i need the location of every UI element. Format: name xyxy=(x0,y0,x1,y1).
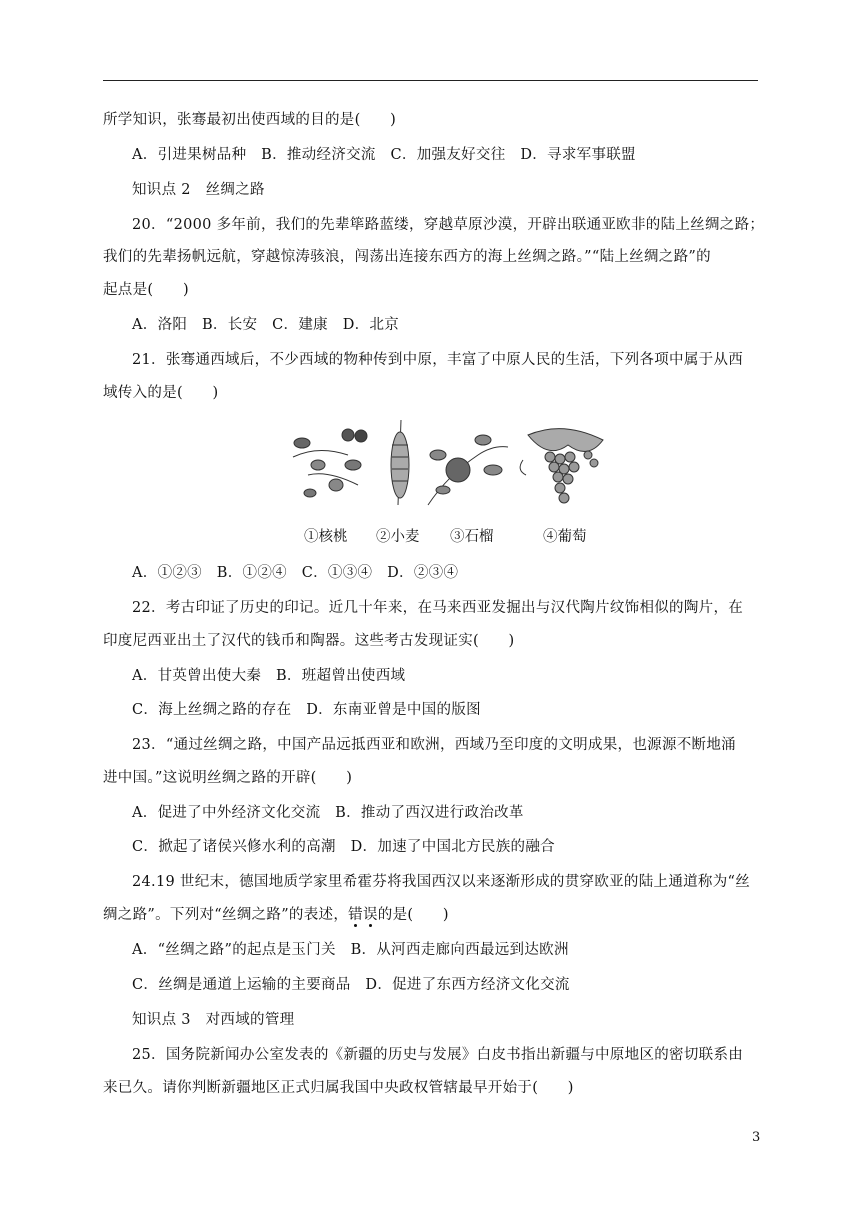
wheat-drawing xyxy=(391,420,409,505)
question-24: 24.19 世纪末，德国地质学家里希霍芬将我国西汉以来逐渐形成的贯穿欧亚的陆上通道称为“丝 xyxy=(132,874,751,890)
q24-text-pre: 绸之路”。下列对“丝绸之路”的表述， xyxy=(103,907,349,923)
grape-drawing xyxy=(520,429,603,503)
caption-grape: ④葡萄 xyxy=(543,529,587,545)
text-line: 所学知识，张骞最初出使西域的目的是( ) xyxy=(103,112,397,128)
options-q22-cd: C．海上丝绸之路的存在 D．东南亚曾是中国的版图 xyxy=(132,702,481,718)
emphasis-char: 误 xyxy=(362,907,378,923)
section-heading-2: 知识点 2 丝绸之路 xyxy=(132,182,265,198)
text-line: 起点是( ) xyxy=(103,282,189,298)
caption-walnut: ①核桃 xyxy=(304,529,348,545)
header-rule xyxy=(103,80,758,81)
options-q23-cd: C．掀起了诸侯兴修水利的高潮 D．加速了中国北方民族的融合 xyxy=(132,839,555,855)
question-22: 22．考古印证了历史的印记。近几十年来，在马来西亚发掘出与汉代陶片纹饰相似的陶片，在 xyxy=(132,600,744,616)
section-heading-3: 知识点 3 对西域的管理 xyxy=(132,1012,295,1028)
options-q22-ab: A．甘英曾出使大秦 B．班超曾出使西域 xyxy=(132,668,406,684)
caption-pomegranate: ③石榴 xyxy=(450,529,494,545)
text-line: 来已久。请你判断新疆地区正式归属我国中央政权管辖最早开始于( ) xyxy=(103,1080,574,1096)
q24-text-post: 的是( ) xyxy=(377,907,449,923)
options-q23-ab: A．促进了中外经济文化交流 B．推动了西汉进行政治改革 xyxy=(132,805,524,821)
walnut-drawing xyxy=(293,429,367,497)
text-line: 域传入的是( ) xyxy=(103,385,219,401)
plant-illustrations xyxy=(288,415,608,510)
pomegranate-drawing xyxy=(428,435,508,505)
text-line: 印度尼西亚出土了汉代的钱币和陶器。这些考古发现证实( ) xyxy=(103,633,515,649)
emphasis-char: 错 xyxy=(348,907,363,923)
options-q24-cd: C．丝绸是通道上运输的主要商品 D．促进了东西方经济文化交流 xyxy=(132,977,570,993)
options-q19: A．引进果树品种 B．推动经济交流 C．加强友好交往 D．寻求军事联盟 xyxy=(132,147,636,163)
text-line: 进中国。”这说明丝绸之路的开辟( ) xyxy=(103,770,353,786)
question-23: 23．“通过丝绸之路，中国产品远抵西亚和欧洲，西域乃至印度的文明成果，也源源不断地涌 xyxy=(132,737,736,753)
question-21: 21．张骞通西域后，不少西域的物种传到中原，丰富了中原人民的生活，下列各项中属于从西 xyxy=(132,352,744,368)
question-20: 20．“2000 多年前，我们的先辈筚路蓝缕，穿越草原沙漠，开辟出联通亚欧非的陆上丝绸之路； xyxy=(132,217,765,233)
question-25: 25．国务院新闻办公室发表的《新疆的历史与发展》白皮书指出新疆与中原地区的密切联系由 xyxy=(132,1047,744,1063)
options-q21: A．①②③ B．①②④ C．①③④ D．②③④ xyxy=(132,565,459,581)
page-number: 3 xyxy=(752,1130,761,1145)
options-q20: A．洛阳 B．长安 C．建康 D．北京 xyxy=(132,317,400,333)
text-line xyxy=(103,905,449,925)
options-q24-ab: A．“丝绸之路”的起点是玉门关 B．从河西走廊向西最远到达欧洲 xyxy=(132,942,569,958)
caption-wheat: ②小麦 xyxy=(376,529,420,545)
text-line: 我们的先辈扬帆远航，穿越惊涛骇浪，闯荡出连接东西方的海上丝绸之路。”“陆上丝绸之路”的 xyxy=(103,249,711,265)
